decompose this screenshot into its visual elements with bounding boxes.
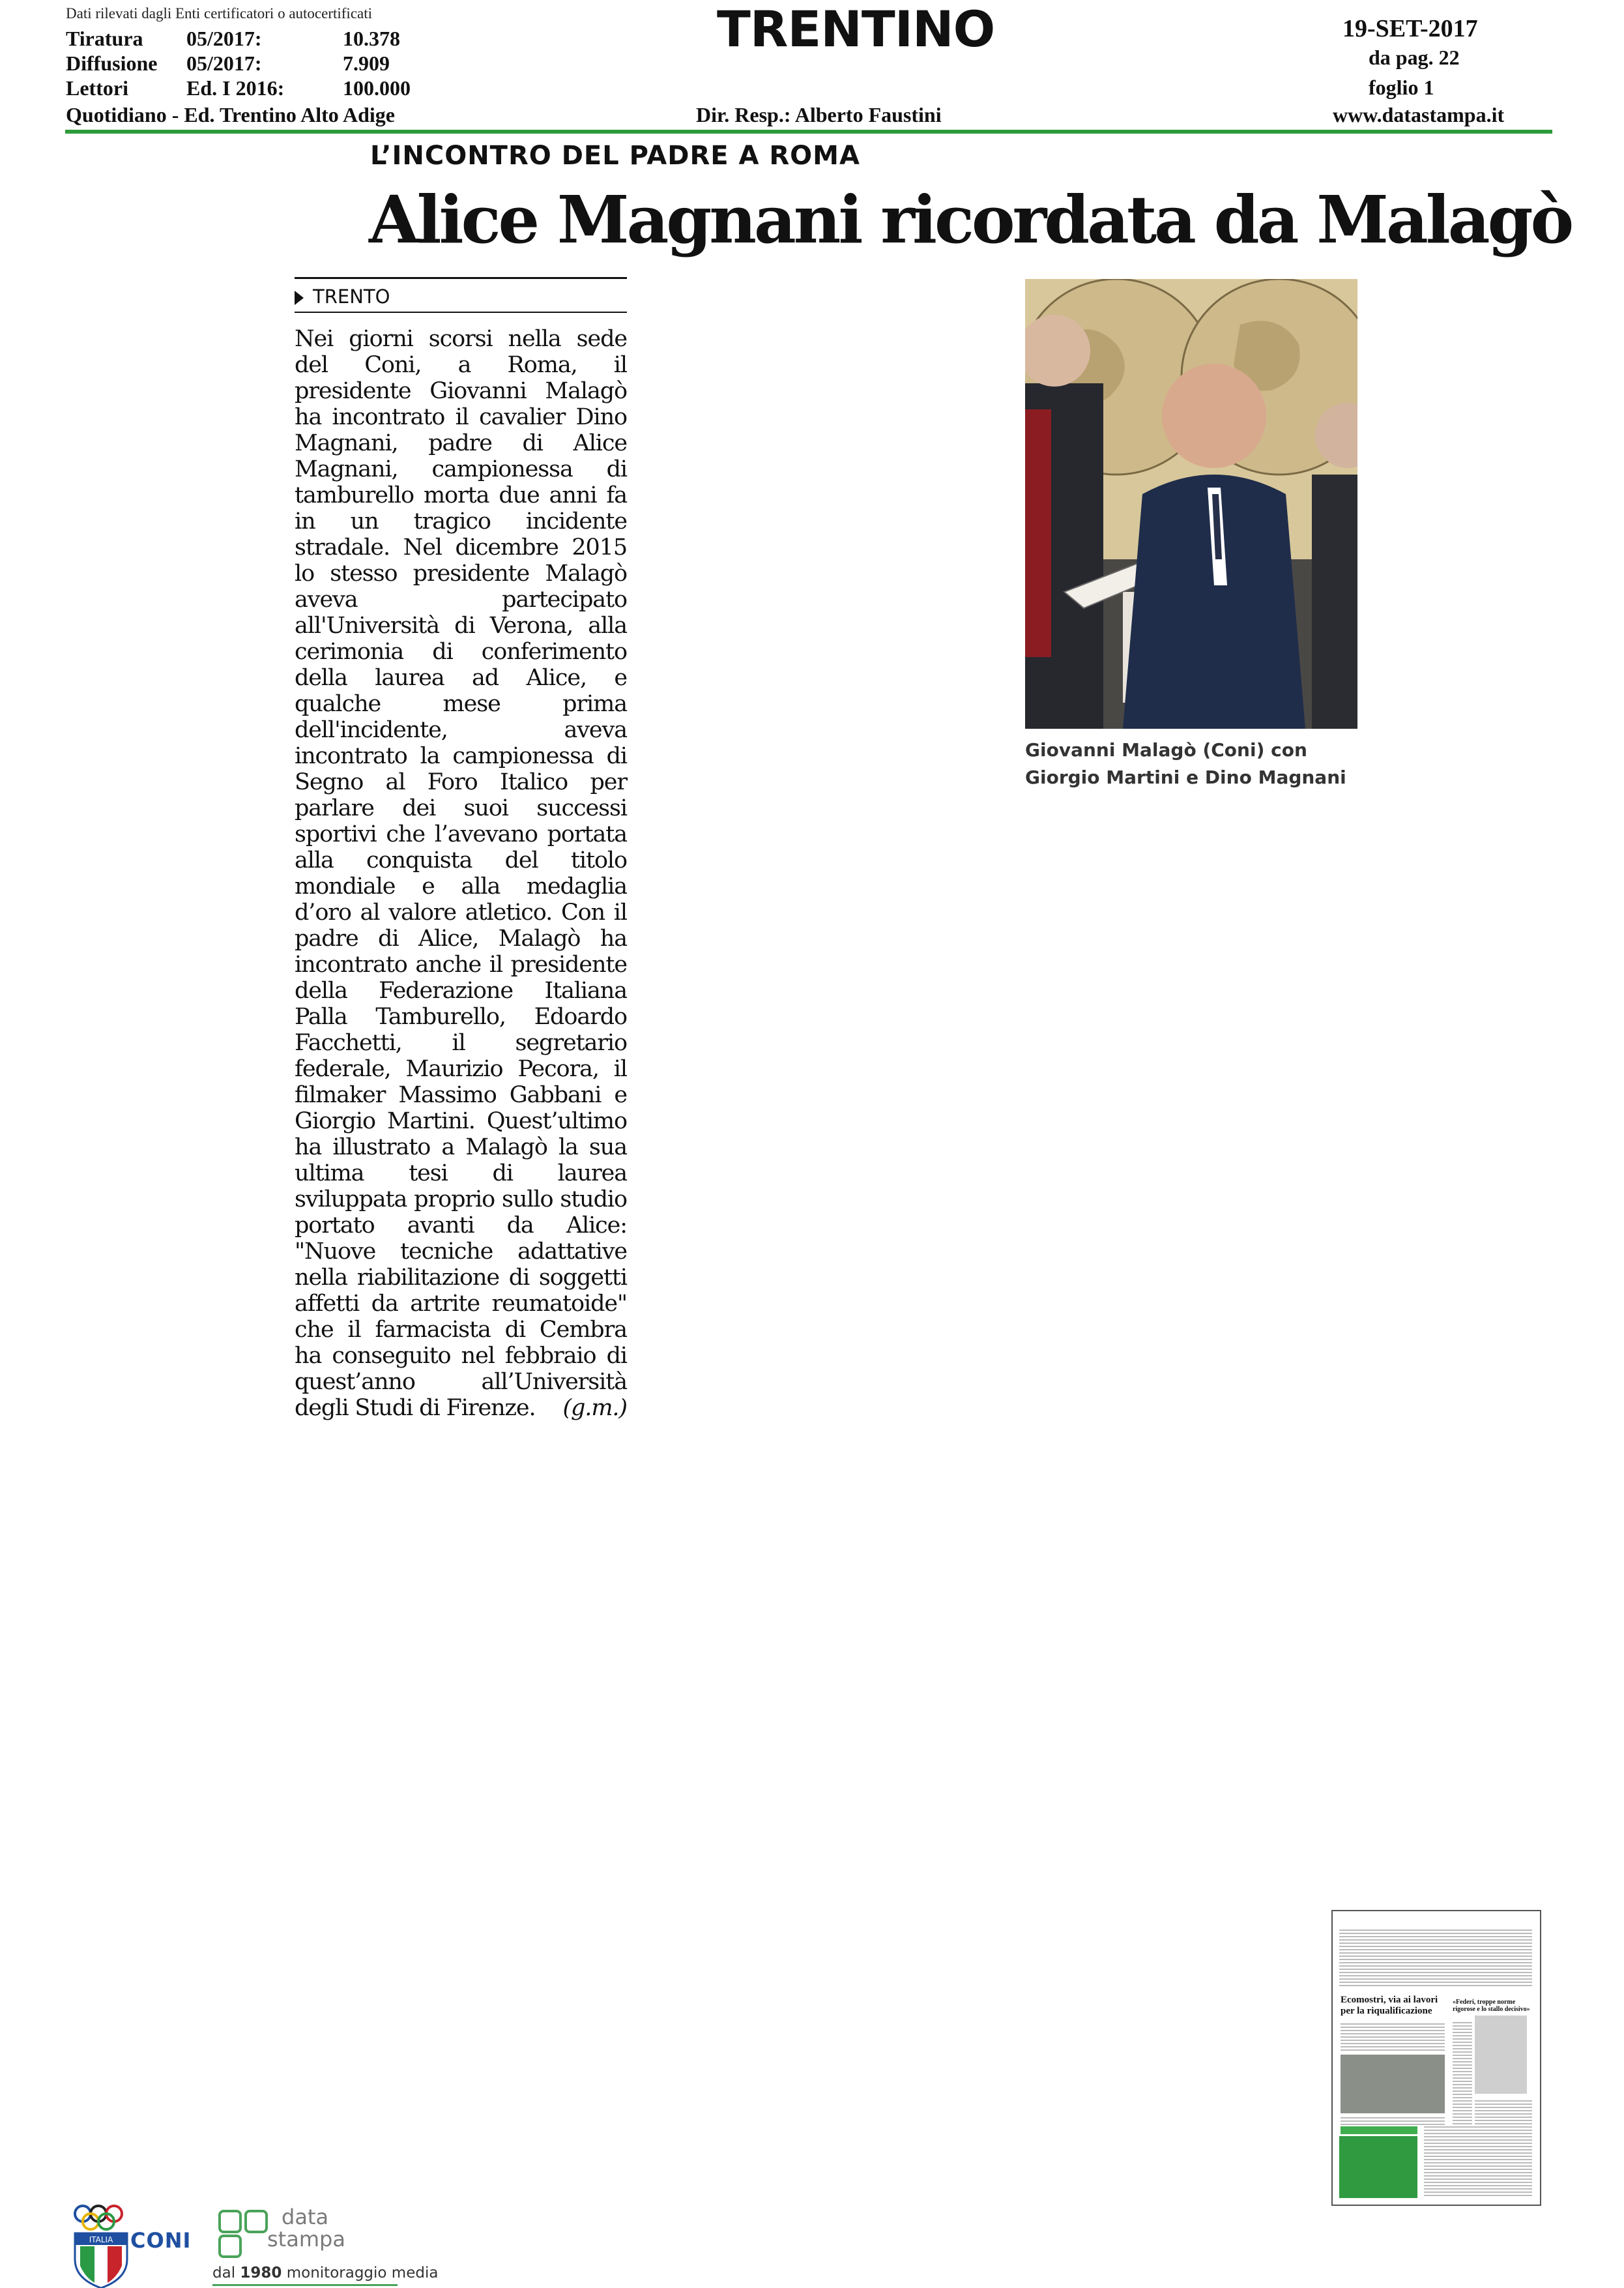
page-thumbnail (1331, 1910, 1541, 2206)
website-link[interactable]: www.datastampa.it (1333, 103, 1505, 126)
tagline-suffix: monitoraggio media (286, 2265, 439, 2281)
issue-date: 19-SET-2017 (1342, 15, 1478, 42)
article-photo (1025, 279, 1357, 729)
coni-band-text: ITALIA (89, 2235, 113, 2244)
location-rule-top (295, 277, 627, 279)
datastampa-underline (212, 2284, 398, 2286)
photo-caption-line: Giorgio Martini e Dino Magnani (1025, 767, 1346, 788)
photo-illustration (1025, 279, 1357, 729)
stat-value: 7.909 (343, 51, 390, 75)
publication-type: Quotidiano - Ed. Trentino Alto Adige (66, 103, 395, 126)
photo-caption (1025, 737, 1364, 791)
coni-wordmark: CONI (130, 2228, 192, 2253)
stat-period: 05/2017: (186, 51, 262, 75)
page-reference: da pag. 22 (1369, 46, 1460, 69)
thumbnail-text-block (1424, 2126, 1532, 2198)
stat-label: Diffusione (66, 51, 158, 75)
thumbnail-ad (1339, 2136, 1417, 2198)
datastampa-tagline (212, 2265, 438, 2281)
thumbnail-ad-header (1341, 2126, 1417, 2134)
stat-row-lettori (66, 76, 411, 100)
sheet-reference: foglio 1 (1369, 76, 1434, 99)
thumbnail-subheadline: «Federi, troppe norme rigorose e lo stallo decisivo» (1453, 1999, 1530, 2013)
photo-caption-line: Giovanni Malagò (Coni) con (1025, 739, 1307, 761)
stat-label: Lettori (66, 76, 128, 100)
thumbnail-headline: Ecomostri, via ai lavori per la riqualificazione (1341, 1995, 1438, 2016)
tagline-prefix: dal (212, 2265, 236, 2281)
author-signature: (g.m.) (562, 1395, 627, 1421)
datastampa-word-data: data (282, 2205, 329, 2229)
thumbnail-text-block (1341, 2117, 1445, 2126)
article-body-text: Nei giorni scorsi nella sede del Coni, a Roma, il presidente Giovanni Malagò ha incontrato il cavalier Dino Magnani, padre di Alice Magnani, campionessa di tamburello morta due anni fa in un tragico incidente stradale. Nel dicembre 2015 lo stesso presidente Malagò aveva partecipato all'Università di Verona, alla cerimonia di conferimento della laurea ad Alice, e qualche mese prima dell'incidente, aveva incontrato la campionessa di Segno al Foro Italico per parlare dei suoi successi sportivi che l’avevano portata alla conquista del titolo mondiale e alla medaglia d’oro al valore atletico. Con il padre di Alice, Malagò ha incontrato anche il presidente della Federazione Italiana Palla Tamburello, Edoardo Facchetti, il segretario federale, Maurizio Pecora, il filmaker Massimo Gabbani e Giorgio Martini. Quest’ultimo ha illustrato a Malagò la sua ultima tesi di laurea sviluppata proprio sullo studio portato avanti da Alice: "Nuove tecniche adattative nella riabilitazione di soggetti affetti da artrite reumatoide" che il farmacista di Cembra ha conseguito nel febbraio di quest’anno all’Università degli Studi di Firenze. (295, 326, 627, 1421)
dateline (295, 286, 390, 308)
article-body (295, 326, 627, 1421)
stat-period: 05/2017: (186, 27, 262, 50)
thumbnail-text-block (1341, 2023, 1445, 2052)
circulation-stats (66, 26, 411, 100)
stat-value: 10.378 (343, 27, 400, 50)
tagline-year: 1980 (240, 2265, 282, 2281)
source-note: Dati rilevati dagli Enti certificatori o autocertificati (66, 5, 373, 22)
stat-row-diffusione (66, 51, 411, 76)
header-divider (65, 130, 1552, 134)
thumbnail-image (1475, 2016, 1527, 2094)
location-rule-bottom (295, 312, 627, 313)
stat-value: 100.000 (343, 76, 411, 100)
datastampa-word-stampa: stampa (267, 2227, 345, 2251)
triangle-bullet-icon (295, 291, 304, 305)
stat-label: Tiratura (66, 27, 143, 50)
article-kicker: L’INCONTRO DEL PADRE A ROMA (370, 141, 860, 171)
article-headline: Alice Magnani ricordata da Malagò (369, 181, 1572, 258)
newspaper-logo: TRENTINO (717, 0, 995, 58)
thumbnail-image (1341, 2055, 1445, 2113)
stat-period: Ed. I 2016: (186, 76, 285, 100)
dateline-location: TRENTO (313, 286, 390, 308)
thumbnail-text-block (1339, 1929, 1532, 1987)
director-line: Dir. Resp.: Alberto Faustini (696, 103, 942, 126)
stat-row-tiratura (66, 26, 411, 51)
